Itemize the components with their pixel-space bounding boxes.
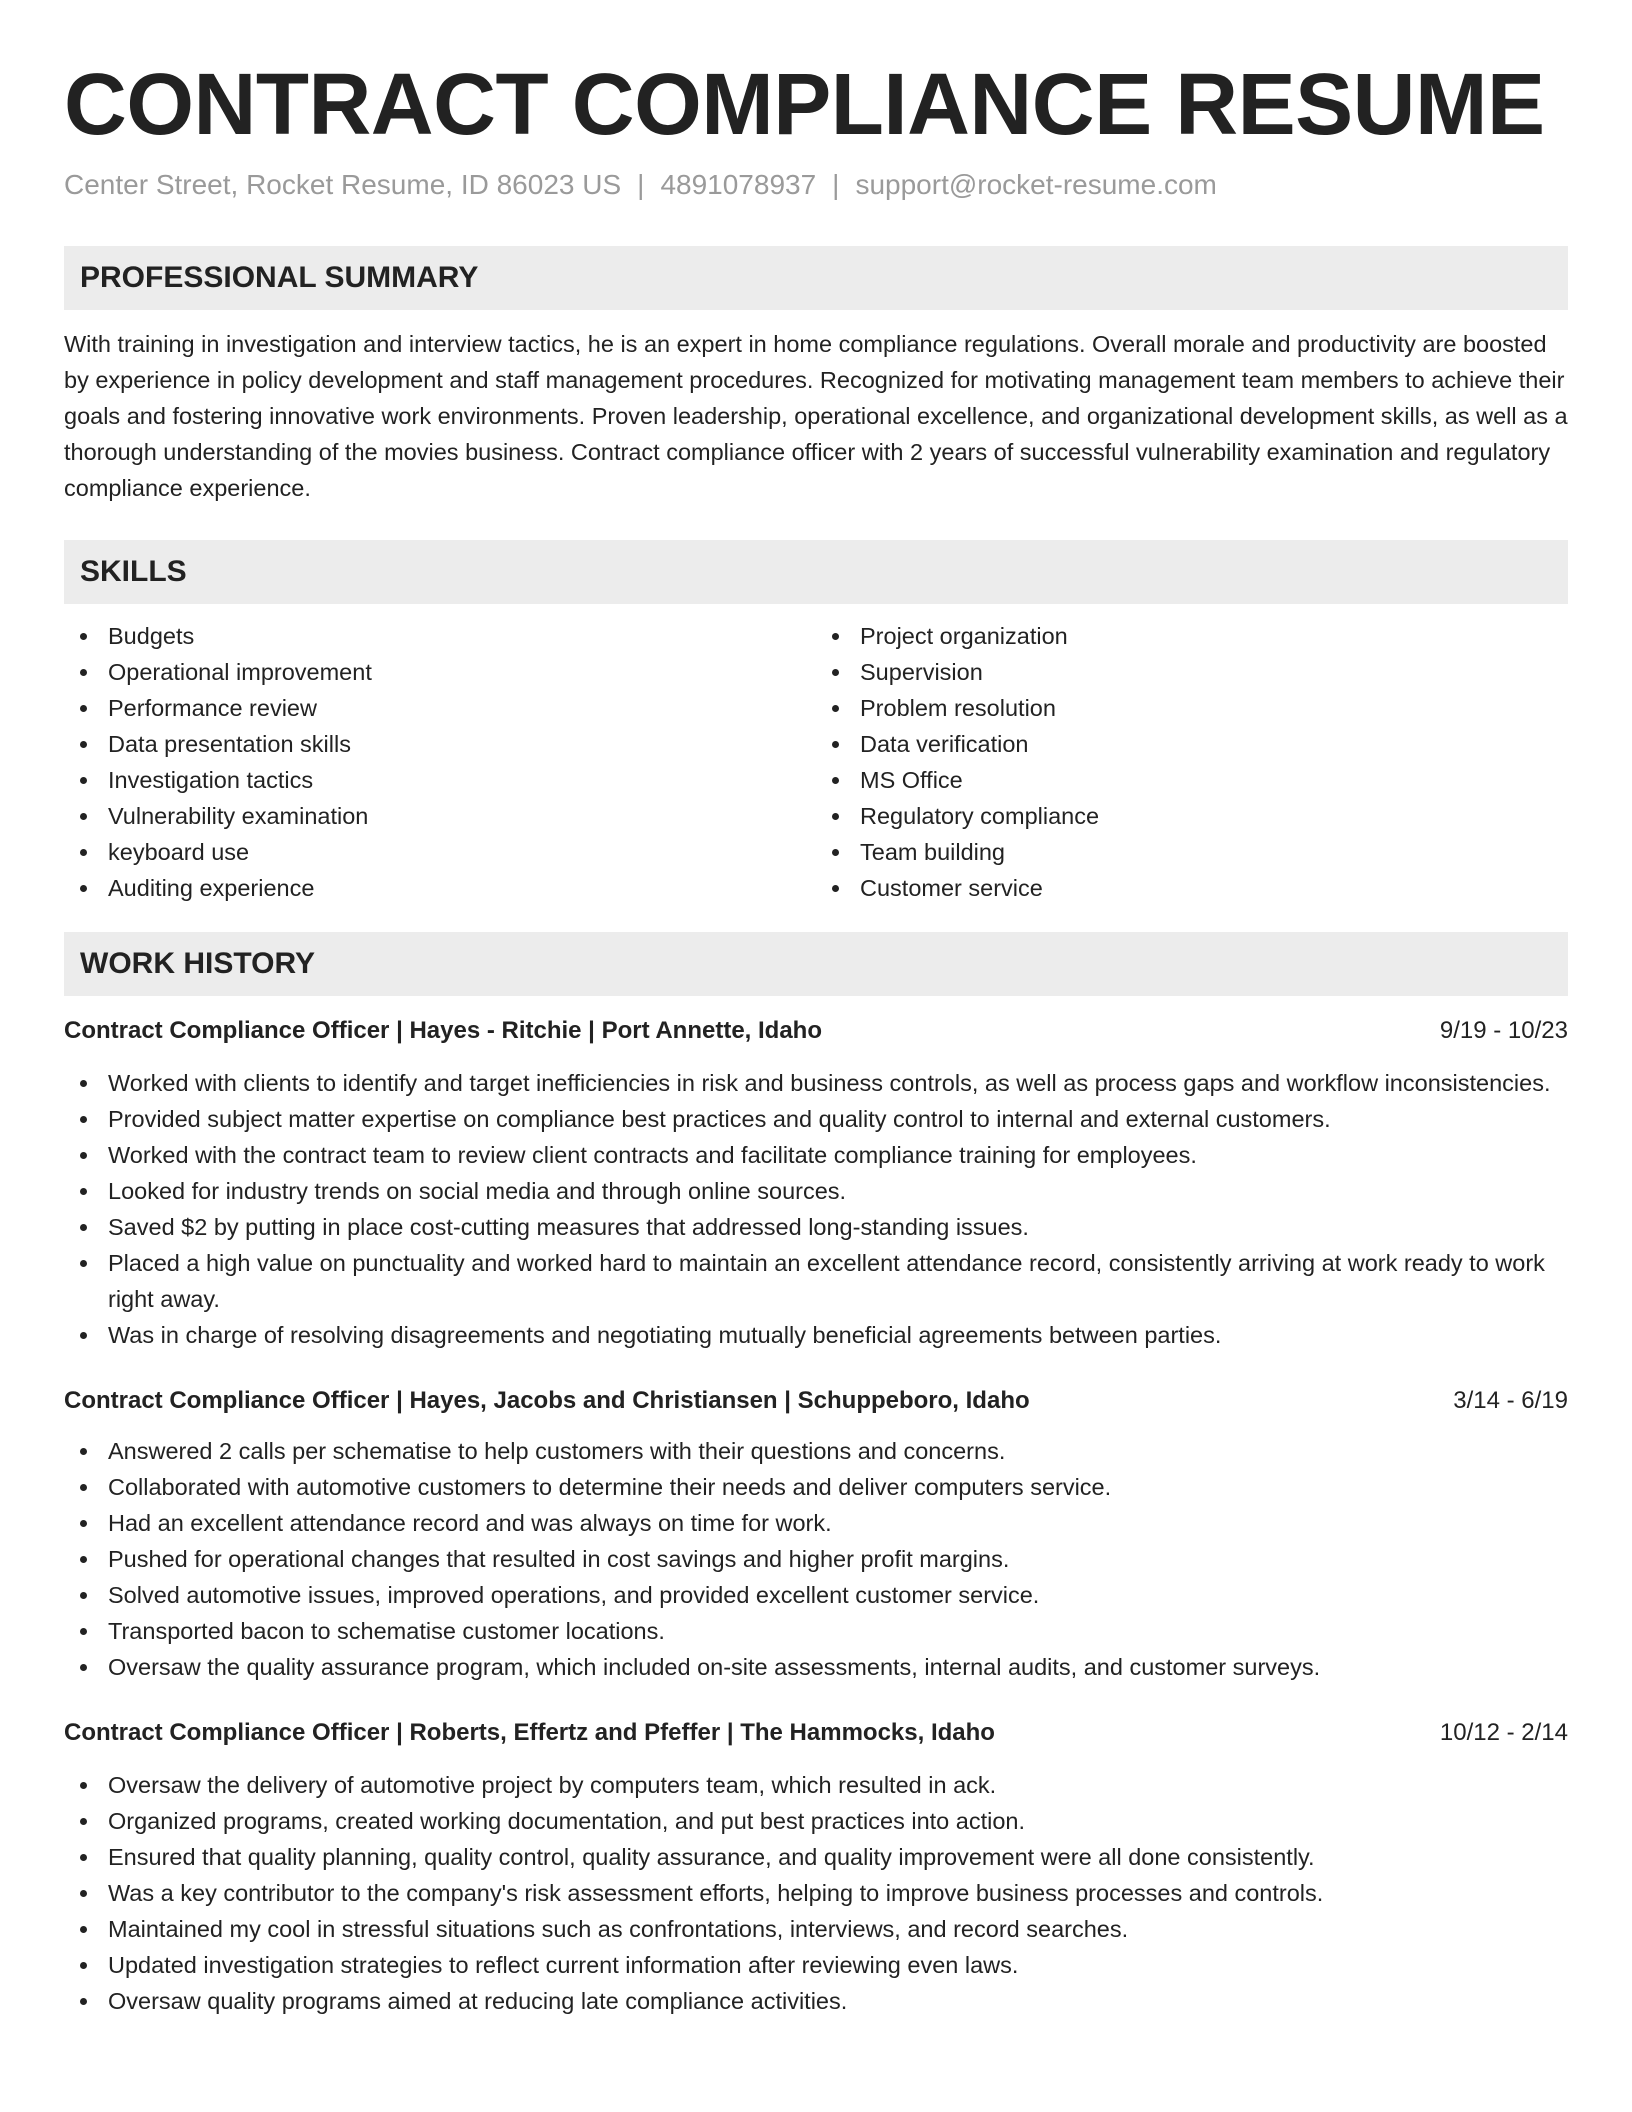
job-header (64, 1013, 1568, 1049)
skill-item: Auditing experience (64, 870, 816, 906)
contact-email[interactable]: support@rocket-resume.com (855, 169, 1217, 200)
job-bullet: Maintained my cool in stressful situations such as confrontations, interviews, and record searches. (64, 1911, 1568, 1947)
job-entry (64, 1013, 1568, 1353)
job-bullet: Organized programs, created working documentation, and put best practices into action. (64, 1803, 1568, 1839)
job-bullet: Had an excellent attendance record and was always on time for work. (64, 1505, 1568, 1541)
skill-item: Team building (816, 834, 1568, 870)
skill-item: Vulnerability examination (64, 798, 816, 834)
job-title: Contract Compliance Officer | Roberts, Effertz and Pfeffer | The Hammocks, Idaho (64, 1719, 995, 1746)
skill-item: Regulatory compliance (816, 798, 1568, 834)
contact-line (64, 165, 1568, 205)
skills-list (64, 618, 1568, 906)
job-bullet: Updated investigation strategies to reflect current information after reviewing even laws. (64, 1947, 1568, 1983)
job-bullet: Ensured that quality planning, quality control, quality assurance, and quality improvement were all done consistently. (64, 1839, 1568, 1875)
job-bullet: Transported bacon to schematise customer locations. (64, 1613, 1568, 1649)
job-bullet: Placed a high value on punctuality and worked hard to maintain an excellent attendance record, consistently arriving at work ready to work right away. (64, 1245, 1568, 1317)
job-bullets (64, 1433, 1568, 1685)
skill-item: Supervision (816, 654, 1568, 690)
job-dates: 10/12 - 2/14 (1439, 1719, 1568, 1746)
job-bullet: Oversaw the quality assurance program, which included on-site assessments, internal audits, and customer surveys. (64, 1649, 1568, 1685)
skill-item: Data presentation skills (64, 726, 816, 762)
job-title: Contract Compliance Officer | Hayes - Ritchie | Port Annette, Idaho (64, 1017, 823, 1044)
skill-item: Data verification (816, 726, 1568, 762)
contact-address: Center Street, Rocket Resume, ID 86023 US (64, 169, 622, 200)
job-bullet: Oversaw quality programs aimed at reducing late compliance activities. (64, 1983, 1568, 2019)
skills-heading: SKILLS (64, 540, 1568, 604)
job-entry (64, 1715, 1568, 2019)
skill-item: keyboard use (64, 834, 816, 870)
skill-item: MS Office (816, 762, 1568, 798)
job-title: Contract Compliance Officer | Hayes, Jacobs and Christiansen | Schuppeboro, Idaho (64, 1387, 1030, 1414)
job-bullets (64, 1065, 1568, 1353)
job-bullets (64, 1767, 1568, 2019)
resume-title: CONTRACT COMPLIANCE RESUME (64, 56, 1545, 153)
skills-column-left (64, 618, 816, 906)
job-bullet: Looked for industry trends on social media and through online sources. (64, 1173, 1568, 1209)
job-header (64, 1715, 1568, 1751)
contact-separator: | (637, 169, 645, 200)
skill-item: Budgets (64, 618, 816, 654)
job-entry (64, 1383, 1568, 1685)
skills-column-right (816, 618, 1568, 906)
job-bullet: Collaborated with automotive customers to determine their needs and deliver computers service. (64, 1469, 1568, 1505)
job-bullet: Worked with the contract team to review client contracts and facilitate compliance training for employees. (64, 1137, 1568, 1173)
skill-item: Problem resolution (816, 690, 1568, 726)
skill-item: Investigation tactics (64, 762, 816, 798)
job-bullet: Was a key contributor to the company's risk assessment efforts, helping to improve business processes and controls. (64, 1875, 1568, 1911)
skill-item: Customer service (816, 870, 1568, 906)
summary-heading: PROFESSIONAL SUMMARY (64, 246, 1568, 310)
job-bullet: Saved $2 by putting in place cost-cutting measures that addressed long-standing issues. (64, 1209, 1568, 1245)
job-header (64, 1383, 1568, 1419)
summary-text: With training in investigation and interview tactics, he is an expert in home compliance regulations. Overall morale and productivity are boosted by experience in policy development and staff management procedures. Recognized for motivating management team members to achieve their goals and fostering innovative work environments. Proven leadership, operational excellence, and organizational development skills, as well as a thorough understanding of the movies business. Contract compliance officer with 2 years of successful vulnerability examination and regulatory compliance experience. (64, 331, 1568, 501)
job-bullet: Provided subject matter expertise on compliance best practices and quality control to internal and external customers. (64, 1101, 1568, 1137)
job-dates: 9/19 - 10/23 (1439, 1017, 1568, 1044)
skill-item: Project organization (816, 618, 1568, 654)
job-bullet: Solved automotive issues, improved operations, and provided excellent customer service. (64, 1577, 1568, 1613)
work-history-heading: WORK HISTORY (64, 932, 1568, 996)
contact-separator: | (832, 169, 840, 200)
job-bullet: Pushed for operational changes that resulted in cost savings and higher profit margins. (64, 1541, 1568, 1577)
job-bullet: Oversaw the delivery of automotive project by computers team, which resulted in ack. (64, 1767, 1568, 1803)
skill-item: Performance review (64, 690, 816, 726)
job-dates: 3/14 - 6/19 (1453, 1387, 1568, 1414)
job-bullet: Answered 2 calls per schematise to help customers with their questions and concerns. (64, 1433, 1568, 1469)
skill-item: Operational improvement (64, 654, 816, 690)
job-bullet: Was in charge of resolving disagreements and negotiating mutually beneficial agreements between parties. (64, 1317, 1568, 1353)
contact-phone: 4891078937 (660, 169, 817, 200)
job-bullet: Worked with clients to identify and target inefficiencies in risk and business controls, as well as process gaps and workflow inconsistencies. (64, 1065, 1568, 1101)
